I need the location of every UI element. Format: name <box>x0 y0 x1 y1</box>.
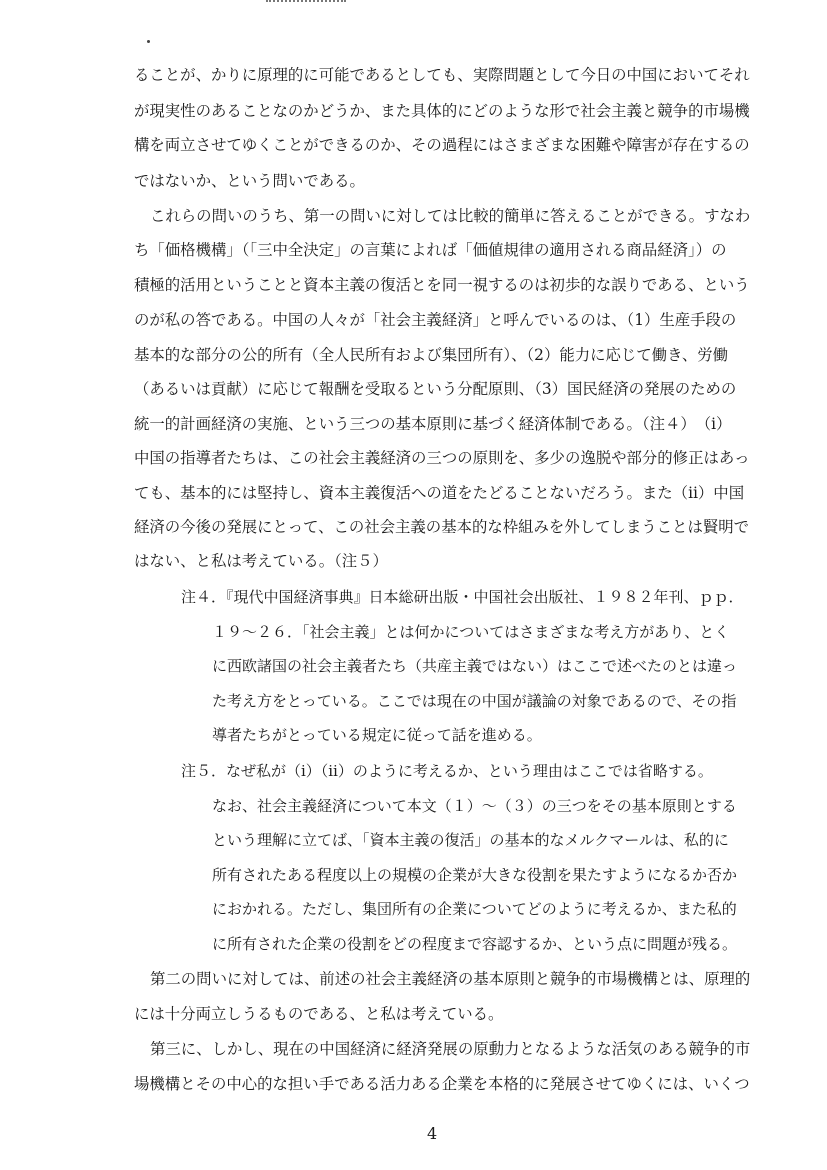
body-line: 積極的活用ということと資本主義の復活とを同一視するのは初歩的な誤りである、という <box>134 276 750 294</box>
footnote-line: 注５．なぜ私が（ⅰ）（ⅱ）のように考えるか、という理由はここでは省略する。 <box>181 762 713 780</box>
footnote-line: という理解に立てば、「資本主義の復活」の基本的なメルクマールは、私的に <box>212 831 729 849</box>
body-line: はない、と私は考えている。（注５） <box>134 552 388 570</box>
body-line: 第三に、しかし、現在の中国経済に経済発展の原動力となるような活気のある競争的市 <box>150 1040 751 1058</box>
body-line: には十分両立しうるものである、と私は考えている。 <box>134 1005 504 1023</box>
page-number: 4 <box>427 1124 438 1143</box>
body-line: 基本的な部分の公的所有（全人民所有および集団所有）、（2）能力に応じて働き、労働 <box>134 346 729 364</box>
footnote-line: におかれる。ただし、集団所有の企業についてどのように考えるか、また私的 <box>212 900 737 918</box>
body-line: これらの問いのうち、第一の問いに対しては比較的簡単に答えることができる。すなわ <box>150 207 751 225</box>
body-line: ても、基本的には堅持し、資本主義復活への道をたどることないだろう。また（ⅱ）中国 <box>134 484 745 502</box>
footnote-line: た考え方をとっている。ここでは現在の中国が議論の対象であるので、その指 <box>212 692 737 710</box>
body-line: ではないか、という問いである。 <box>134 172 365 190</box>
footnote-line: 導者たちがとっている規定に従って話を進める。 <box>212 726 542 744</box>
footnote-line: なお、社会主義経済について本文（１）～（３）の三つをその基本原則とする <box>212 797 737 815</box>
speck-mark <box>147 40 150 43</box>
footnote-line: 注４．『現代中国経済事典』日本総研出版・中国社会出版社、１９８２年刊、ｐｐ． <box>181 588 744 606</box>
footnote-line: 所有されたある程度以上の規模の企業が大きな役割を果たすようになるか否か <box>212 866 738 884</box>
body-line: 経済の今後の発展にとって、この社会主義の基本的な枠組みを外してしまうことは賢明で <box>134 518 750 536</box>
body-line: ることが、かりに原理的に可能であるとしても、実際問題として今日の中国においてそれ <box>134 66 750 84</box>
body-line: のが私の答である。中国の人々が「社会主義経済」と呼んでいるのは、（1）生産手段の <box>134 311 737 329</box>
body-line: 統一的計画経済の実施、という三つの基本原則に基づく経済体制である。（注４） （ⅰ） <box>134 415 732 433</box>
footnote-line: に所有された企業の役割をどの程度まで容認するか、という点に問題が残る。 <box>212 935 738 953</box>
footnote-line: に西欧諸国の社会主義者たち（共産主義ではない）はここで述べたのとは違っ <box>212 657 738 675</box>
body-line: ち「価格機構」（「三中全決定」の言葉によれば「価値規律の適用される商品経済」）の <box>134 241 727 259</box>
body-line: 第二の問いに対しては、前述の社会主義経済の基本原則と競争的市場機構とは、原理的 <box>150 970 751 988</box>
body-line: が現実性のあることなのかどうか、また具体的にどのような形で社会主義と競争的市場機 <box>134 102 750 120</box>
body-line: 場機構とその中心的な担い手である活力ある企業を本格的に発展させてゆくには、いくつ <box>134 1075 750 1093</box>
footnote-line: １９～２６．「社会主義」とは何かについてはさまざまな考え方があり、とく <box>212 623 730 641</box>
body-line: （あるいは貢献）に応じて報酬を受取るという分配原則、（3）国民経済の発展のための <box>134 380 737 398</box>
body-line: 中国の指導者たちは、この社会主義経済の三つの原則を、多少の逸脱や部分的修正はあっ <box>134 449 750 467</box>
top-edge-mark <box>266 0 346 6</box>
body-line: 構を両立させてゆくことができるのか、その過程にはさまざまな困難や障害が存在するの <box>134 136 750 154</box>
